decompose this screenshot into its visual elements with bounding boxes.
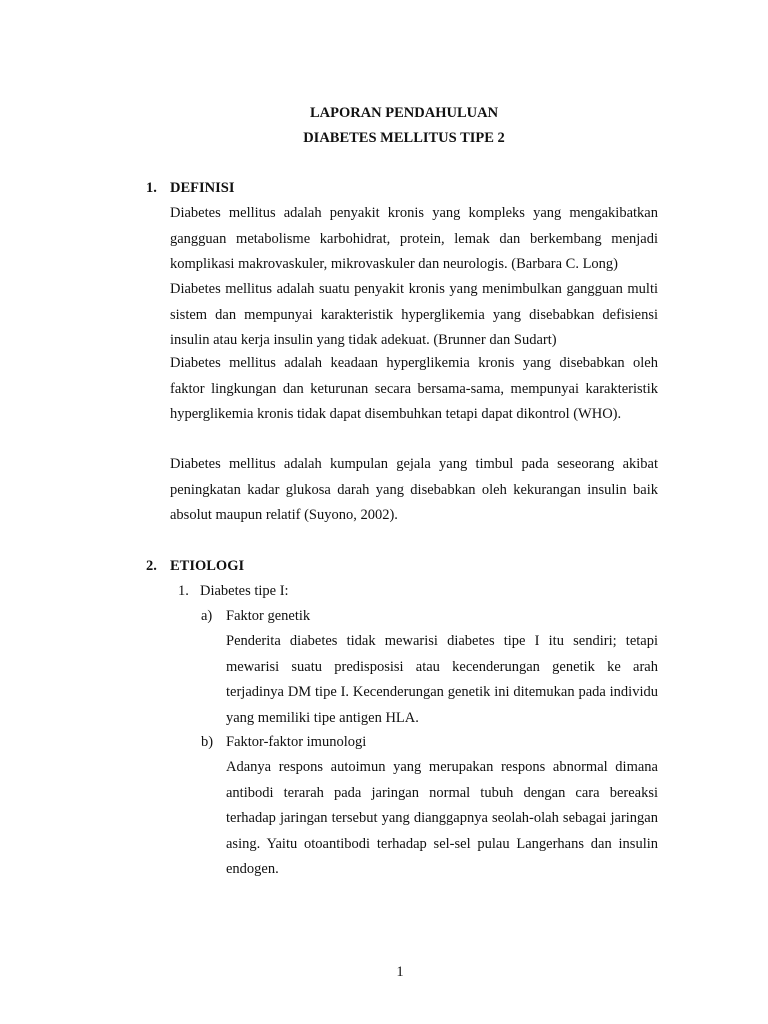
list-number: 1.	[178, 583, 189, 599]
definition-paragraph: Diabetes mellitus adalah suatu penyakit kronis yang menimbulkan gangguan multi sistem dan mempunyai karakteristik hyperglikemia yang disebabkan defisiensi insulin atau kerja insulin yang tidak adekuat. (Brunner dan Sudart)	[170, 281, 658, 348]
document-title: LAPORAN PENDAHULUAN	[309, 105, 499, 121]
definition-paragraph: Diabetes mellitus adalah kumpulan gejala yang timbul pada seseorang akibat peningkatan kadar glukosa darah yang disebabkan oleh kekurangan insulin baik absolut maupun relatif (Suyono, 2002).	[170, 456, 658, 523]
section-title: ETIOLOGI	[170, 558, 245, 574]
section-number: 2.	[146, 558, 157, 574]
list-item-faktor-imunologi	[201, 733, 366, 751]
definition-paragraph: Diabetes mellitus adalah keadaan hyperglikemia kronis yang disebabkan oleh faktor lingkungan dan keturunan secara bersama-sama, mempunyai karakteristik hyperglikemia kronis tidak dapat disembuhkan tetapi dapat dikontrol (WHO).	[170, 355, 658, 422]
list-item-paragraph: Adanya respons autoimun yang merupakan respons abnormal dimana antibodi terarah pada jaringan normal tubuh dengan cara bereaksi terhadap jaringan tersebut yang dianggapnya seolah-olah sebagai jaringan asing. Yaitu otoantibodi terhadap sel-sel pulau Langerhans dan insulin endogen.	[226, 759, 658, 877]
section-title: DEFINISI	[170, 180, 235, 196]
page-number: 1	[396, 964, 404, 980]
list-marker: b)	[201, 734, 214, 750]
list-item-label: Faktor genetik	[226, 608, 311, 624]
subsection-diabetes-tipe-1	[178, 582, 289, 600]
subsection-label: Diabetes tipe I:	[200, 583, 289, 599]
list-item-paragraph: Penderita diabetes tidak mewarisi diabetes tipe I itu sendiri; tetapi mewarisi suatu predisposisi atau kecenderungan genetik ke arah terjadinya DM tipe I. Kecenderungan genetik ini ditemukan pada individu yang memiliki tipe antigen HLA.	[226, 633, 658, 726]
list-item-label: Faktor-faktor imunologi	[226, 734, 367, 750]
section-heading-etiologi	[146, 557, 244, 575]
section-heading-definisi	[146, 179, 234, 197]
section-number: 1.	[146, 180, 157, 196]
definition-paragraph: Diabetes mellitus adalah penyakit kronis yang kompleks yang mengakibatkan gangguan metabolisme karbohidrat, protein, lemak dan berkembang menjadi komplikasi makrovaskuler, mikrovaskuler dan neurologis. (Barbara C. Long)	[170, 205, 658, 272]
list-marker: a)	[201, 608, 213, 624]
document-subtitle: DIABETES MELLITUS TIPE 2	[303, 130, 505, 146]
list-item-faktor-genetik	[201, 607, 310, 625]
